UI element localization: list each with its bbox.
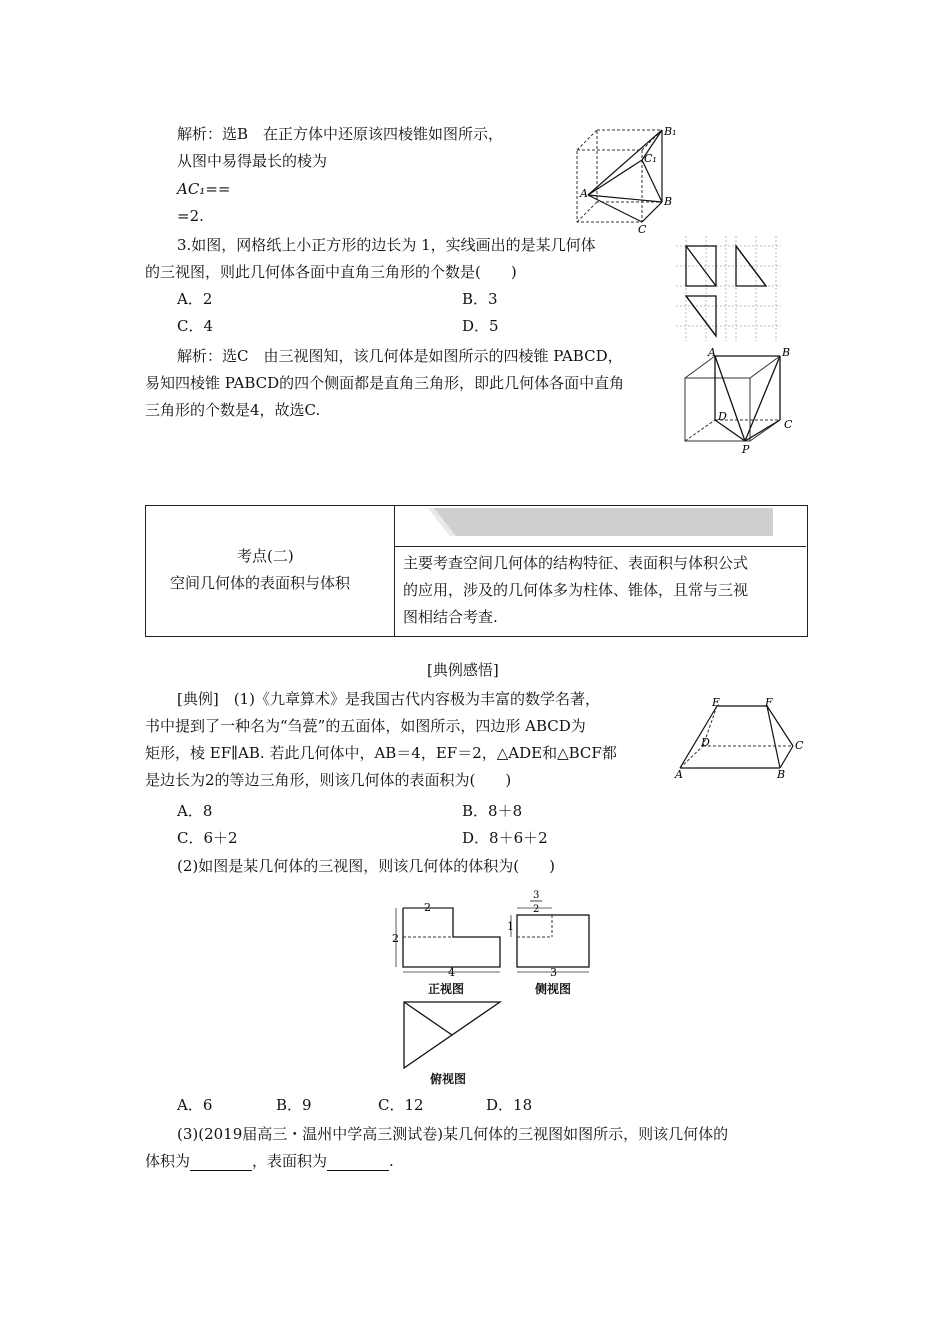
label-B3: B xyxy=(777,768,786,781)
label-C1: C₁ xyxy=(644,152,657,165)
q3-option-d: D．5 xyxy=(462,317,499,335)
front-view-label: 正视图 xyxy=(428,982,465,996)
label-F: F xyxy=(765,696,773,709)
ex1-line1: [典例] (1)《九章算术》是我国古代内容极为丰富的数学名著， xyxy=(177,690,600,708)
top-view-label: 俯视图 xyxy=(430,1072,467,1086)
label-P2: P xyxy=(742,443,750,456)
kaodian-banner-bar xyxy=(428,508,773,538)
label-D3: D xyxy=(701,736,710,749)
q3-line1: 3.如图，网格纸上小正方形的边长为 1，实线画出的是某几何体 xyxy=(177,236,596,254)
side-view-figure xyxy=(505,885,600,980)
label-B: B xyxy=(664,195,673,208)
ex3-area-label: ，表面积为 xyxy=(252,1152,328,1170)
dim-side-bottom: 3 xyxy=(550,966,557,979)
q3-solution-line2: 易知四棱锥 PABCD的四个侧面都是直角三角形，即此几何体各面中直角 xyxy=(145,374,625,392)
q3-option-b: B．3 xyxy=(462,290,498,308)
ex3-period: . xyxy=(389,1152,394,1170)
dim-side-left: 1 xyxy=(507,920,514,933)
sol2-line2: 从图中易得最长的棱为 xyxy=(177,152,328,170)
q3-line2: 的三视图，则此几何体各面中直角三角形的个数是( ) xyxy=(145,263,517,281)
sol2-line3: AC₁== xyxy=(177,180,231,198)
ex2-option-b: B．9 xyxy=(276,1096,312,1114)
label-B1: B₁ xyxy=(664,125,677,138)
ex1-option-c: C．6＋2 xyxy=(177,829,238,847)
sol2-line1: 解析：选B 在正方体中还原该四棱锥如图所示， xyxy=(177,125,504,143)
ex2-option-d: D．18 xyxy=(486,1096,533,1114)
kaodian-subtitle: 空间几何体的表面积与体积 xyxy=(170,574,351,592)
q3-option-a: A．2 xyxy=(177,290,213,308)
label-A2: A xyxy=(708,346,716,359)
label-C2: C xyxy=(784,418,793,431)
section-heading: [典例感悟] xyxy=(427,661,499,679)
kaodian-desc-line2: 的应用，涉及的几何体多为柱体、锥体，且常与三视 xyxy=(403,581,749,599)
three-view-grid-figure xyxy=(676,236,781,341)
label-C: C xyxy=(638,223,647,236)
kaodian-row-divider xyxy=(394,546,806,547)
ex2-option-a: A．6 xyxy=(177,1096,213,1114)
label-E: E xyxy=(712,696,721,709)
chumeng-figure xyxy=(675,696,810,786)
ex1-line4: 是边长为2的等边三角形，则该几何体的表面积为( ) xyxy=(145,771,512,789)
q3-option-c: C．4 xyxy=(177,317,214,335)
front-view-figure xyxy=(390,900,510,980)
kaodian-desc-line3: 图相结合考查. xyxy=(403,608,498,626)
q3-solution-line1: 解析：选C 由三视图知，该几何体是如图所示的四棱锥 PABCD， xyxy=(177,347,623,365)
label-C3: C xyxy=(795,739,804,752)
label-A3: A xyxy=(675,768,683,781)
label-B2: B xyxy=(782,346,791,359)
ex1-line2: 书中提到了一种名为“刍甍”的五面体，如图所示，四边形 ABCD为 xyxy=(145,717,586,735)
cube-pyramid-figure-2 xyxy=(680,348,795,458)
dim-side-top-num: 3 xyxy=(533,890,540,901)
ex1-option-b: B．8＋8 xyxy=(462,802,523,820)
top-view-figure xyxy=(400,1000,505,1070)
label-A: A xyxy=(580,187,588,200)
dim-front-bottom: 4 xyxy=(448,966,455,979)
dim-side-top-den: 2 xyxy=(533,904,540,915)
ex3-line2 xyxy=(145,1151,394,1171)
ex1-line3: 矩形，棱 EF∥AB. 若此几何体中，AB＝4，EF＝2，△ADE和△BCF都 xyxy=(145,744,617,762)
kaodian-divider xyxy=(394,505,395,636)
ex2-option-c: C．12 xyxy=(378,1096,424,1114)
kaodian-title: 考点(二) xyxy=(237,547,294,565)
ex2-line1: (2)如图是某几何体的三视图，则该几何体的体积为( ) xyxy=(177,857,555,875)
sol2-line4: =2. xyxy=(177,207,204,225)
volume-blank[interactable] xyxy=(190,1156,252,1171)
ex3-volume-label: 体积为 xyxy=(145,1152,191,1170)
cube-pyramid-figure-1 xyxy=(570,125,680,235)
q3-solution-line3: 三角形的个数是4，故选C. xyxy=(145,401,321,419)
ex3-line1: (3)(2019届高三・温州中学高三测试卷)某几何体的三视图如图所示，则该几何体的 xyxy=(177,1125,729,1143)
ex1-option-d: D．8＋6＋2 xyxy=(462,829,548,847)
dim-front-top: 2 xyxy=(424,901,431,914)
ex1-option-a: A．8 xyxy=(177,802,213,820)
area-blank[interactable] xyxy=(327,1156,389,1171)
label-D2: D xyxy=(718,410,727,423)
side-view-label: 侧视图 xyxy=(535,982,572,996)
dim-front-left: 2 xyxy=(392,932,399,945)
kaodian-desc-line1: 主要考查空间几何体的结构特征、表面积与体积公式 xyxy=(403,554,749,572)
